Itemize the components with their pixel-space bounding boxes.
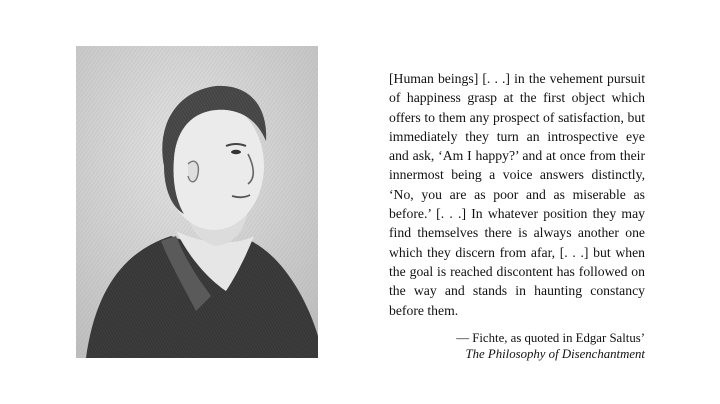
quote-text: [Human beings] [. . .] in the vehement pursuit of happiness grasp at the first object which offers to them any prospect of satisfaction, but immediately they turn an introspective eye and ask, ‘Am I happy?’ and at once from their innermost being a voice answers distinctly, ‘No, you are as poor and as miserable as before.’ [. . .] In whatever position they may find themselves there is always another one which they discern from afar, [. . .] but when the goal is reached discontent has followed on the way and stands in haunting constancy before them. — [389, 71, 645, 318]
engraved-portrait-icon — [76, 46, 318, 358]
attribution-book-title: The Philosophy of Disenchantment — [465, 347, 645, 361]
quote-block — [389, 69, 645, 320]
attribution-author: — Fichte, as quoted in Edgar Saltus’ — [456, 331, 645, 345]
portrait-image — [76, 46, 318, 358]
attribution — [456, 330, 645, 362]
